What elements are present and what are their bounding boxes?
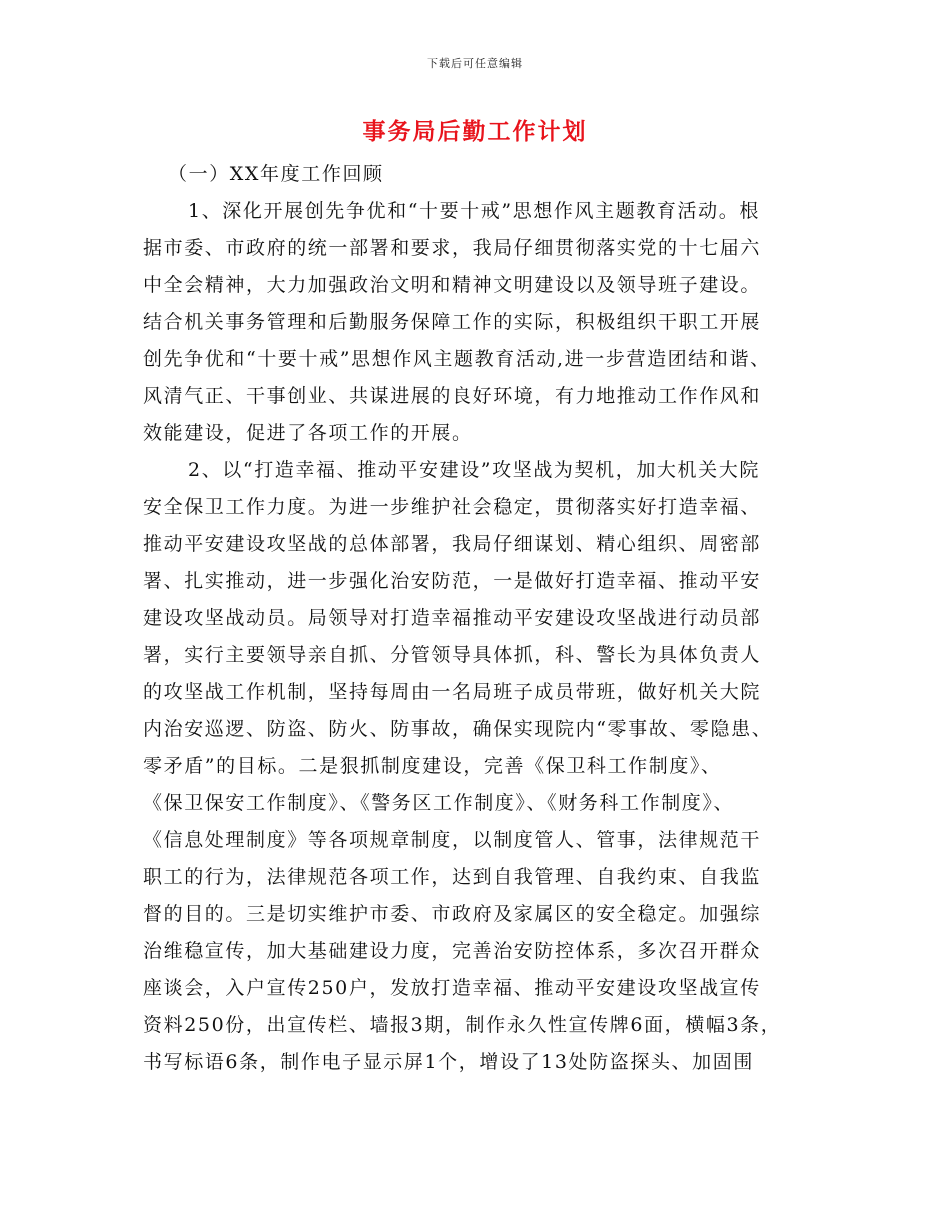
body-line-24: 书写标语6条，制作电子显示屏1个，增设了13处防盗探头、加固围 [143,1051,754,1073]
page-header-note: 下载后可任意编辑 [427,57,523,70]
body-line-8: 2、以“打造幸福、推动平安建设”攻坚战为契机，加大机关大院 [188,459,760,481]
body-line-14: 的攻坚战工作机制，坚持每周由一名局班子成员带班，做好机关大院 [143,681,762,703]
body-line-9: 安全保卫工作力度。为进一步维护社会稳定，贯彻落实好打造幸福、 [143,496,762,518]
section-heading: （一）XX年度工作回顾 [168,163,384,185]
body-line-20: 督的目的。三是切实维护市委、市政府及家属区的安全稳定。加强综 [143,903,762,925]
body-line-19: 职工的行为，法律规范各项工作，达到自我管理、自我约束、自我监 [143,866,762,888]
body-line-11: 署、扎实推动，进一步强化治安防范，一是做好打造幸福、推动平安 [143,570,762,592]
body-line-1: 1、深化开展创先争优和“十要十戒”思想作风主题教育活动。根 [188,200,760,222]
body-line-5: 创先争优和“十要十戒”思想作风主题教育活动,进一步营造团结和谐、 [143,348,771,370]
body-line-3: 中全会精神，大力加强政治文明和精神文明建设以及领导班子建设。 [143,274,762,296]
body-line-2: 据市委、市政府的统一部署和要求，我局仔细贯彻落实党的十七届六 [143,237,762,259]
document-title: 事务局后勤工作计划 [362,118,588,145]
body-line-18: 《信息处理制度》等各项规章制度，以制度管人、管事，法律规范干 [143,829,762,851]
body-line-22: 座谈会，入户宣传250户，发放打造幸福、推动平安建设攻坚战宣传 [143,977,761,999]
body-line-4: 结合机关事务管理和后勤服务保障工作的实际，积极组织干职工开展 [143,311,762,333]
body-line-21: 治维稳宣传，加大基础建设力度，完善治安防控体系，多次召开群众 [143,940,762,962]
body-line-13: 署，实行主要领导亲自抓、分管领导具体抓，科、警长为具体负责人 [143,644,762,666]
body-line-23: 资料250份，出宣传栏、墙报3期，制作永久性宣传牌6面，横幅3条， [143,1014,782,1036]
body-line-10: 推动平安建设攻坚战的总体部署，我局仔细谋划、精心组织、周密部 [143,533,762,555]
body-line-6: 风清气正、干事创业、共谋进展的良好环境，有力地推动工作作风和 [143,385,762,407]
body-line-12: 建设攻坚战动员。局领导对打造幸福推动平安建设攻坚战进行动员部 [143,607,762,629]
body-line-7: 效能建设，促进了各项工作的开展。 [143,422,473,444]
body-line-15: 内治安巡逻、防盗、防火、防事故，确保实现院内“零事故、零隐患、 [143,718,773,740]
body-line-17: 《保卫保安工作制度》、《警务区工作制度》、《财务科工作制度》、 [143,792,735,814]
body-line-16: 零矛盾”的目标。二是狠抓制度建设，完善《保卫科工作制度》、 [143,755,722,777]
